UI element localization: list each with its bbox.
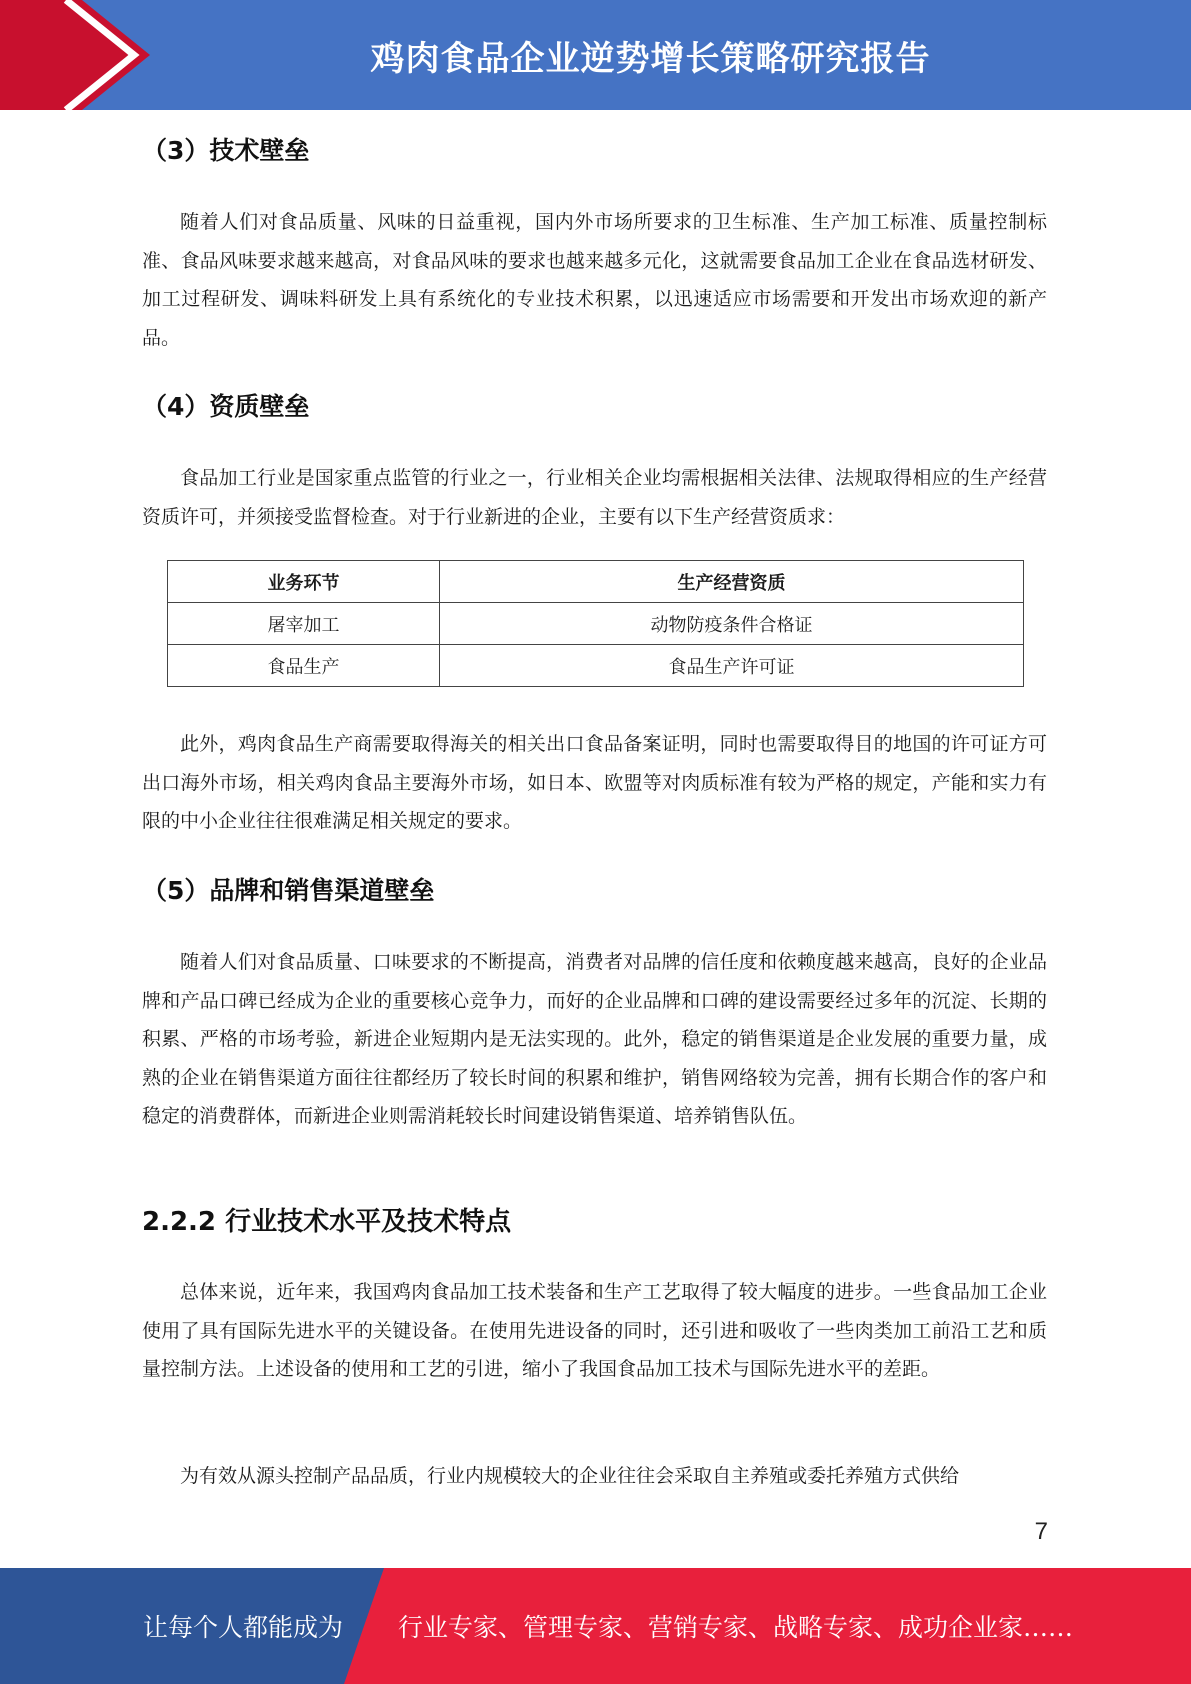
page-header [0, 0, 1191, 110]
footer-slogan-right: 行业专家、管理专家、营销专家、战略专家、成功企业家…… [398, 1613, 1074, 1642]
section-heading-tech-barrier: （3）技术壁垒 [142, 136, 310, 165]
table-header-row [168, 561, 1024, 603]
table-cell: 食品生产许可证 [440, 645, 1024, 687]
paragraph-qualification-barrier: 食品加工行业是国家重点监管的行业之一，行业相关企业均需根据相关法律、法规取得相应的生产经营资质许可，并须接受监督检查。对于行业新进的企业，主要有以下生产经营资质求： [142, 467, 1047, 528]
header-red-arrow [0, 0, 150, 110]
page-number: 7 [1034, 1518, 1048, 1545]
table-header-cell: 生产经营资质 [440, 561, 1024, 603]
table-header-cell: 业务环节 [168, 561, 440, 603]
paragraph-tech-level-2: 为有效从源头控制产品品质，行业内规模较大的企业往往会采取自主养殖或委托养殖方式供给 [180, 1465, 960, 1487]
table-row [168, 645, 1024, 687]
header-arrow-decoration [0, 0, 150, 110]
paragraph-brand-channel-barrier: 随着人们对食品质量、口味要求的不断提高，消费者对品牌的信任度和依赖度越来越高，良好的企业品牌和产品口碑已经成为企业的重要核心竞争力，而好的企业品牌和口碑的建设需要经过多年的沉淀、长期的积累、严格的市场考验，新进企业短期内是无法实现的。此外，稳定的销售渠道是企业发展的重要力量，成熟的企业在销售渠道方面往往都经历了较长时间的积累和维护，销售网络较为完善，拥有长期合作的客户和稳定的消费群体，而新进企业则需消耗较长时间建设销售渠道、培养销售队伍。 [142, 951, 1047, 1127]
table-cell: 食品生产 [168, 645, 440, 687]
paragraph-tech-barrier: 随着人们对食品质量、风味的日益重视，国内外市场所要求的卫生标准、生产加工标准、质量控制标准、食品风味要求越来越高，对食品风味的要求也越来越多元化，这就需要食品加工企业在食品选材研发、加工过程研发、调味料研发上具有系统化的专业技术积累，以迅速适应市场需要和开发出市场欢迎的新产品。 [142, 211, 1047, 349]
table-cell: 屠宰加工 [168, 603, 440, 645]
section-heading-tech-level: 2.2.2 行业技术水平及技术特点 [142, 1207, 512, 1237]
footer-slogan-left: 让每个人都能成为 [143, 1613, 344, 1642]
table-cell: 动物防疫条件合格证 [440, 603, 1024, 645]
qualification-table [167, 560, 1024, 687]
section-heading-brand-channel-barrier: （5）品牌和销售渠道壁垒 [142, 876, 435, 905]
table-row [168, 603, 1024, 645]
paragraph-tech-level-1: 总体来说，近年来，我国鸡肉食品加工技术装备和生产工艺取得了较大幅度的进步。一些食品加工企业使用了具有国际先进水平的关键设备。在使用先进设备的同时，还引进和吸收了一些肉类加工前沿工艺和质量控制方法。上述设备的使用和工艺的引进，缩小了我国食品加工技术与国际先进水平的差距。 [142, 1281, 1047, 1380]
report-title: 鸡肉食品企业逆势增长策略研究报告 [370, 38, 931, 79]
paragraph-export-requirements: 此外，鸡肉食品生产商需要取得海关的相关出口食品备案证明，同时也需要取得目的地国的许可证方可出口海外市场，相关鸡肉食品主要海外市场，如日本、欧盟等对肉质标准有较为严格的规定，产能和实力有限的中小企业往往很难满足相关规定的要求。 [142, 733, 1047, 832]
page-footer [0, 1568, 1191, 1684]
section-heading-qualification-barrier: （4）资质壁垒 [142, 392, 310, 421]
